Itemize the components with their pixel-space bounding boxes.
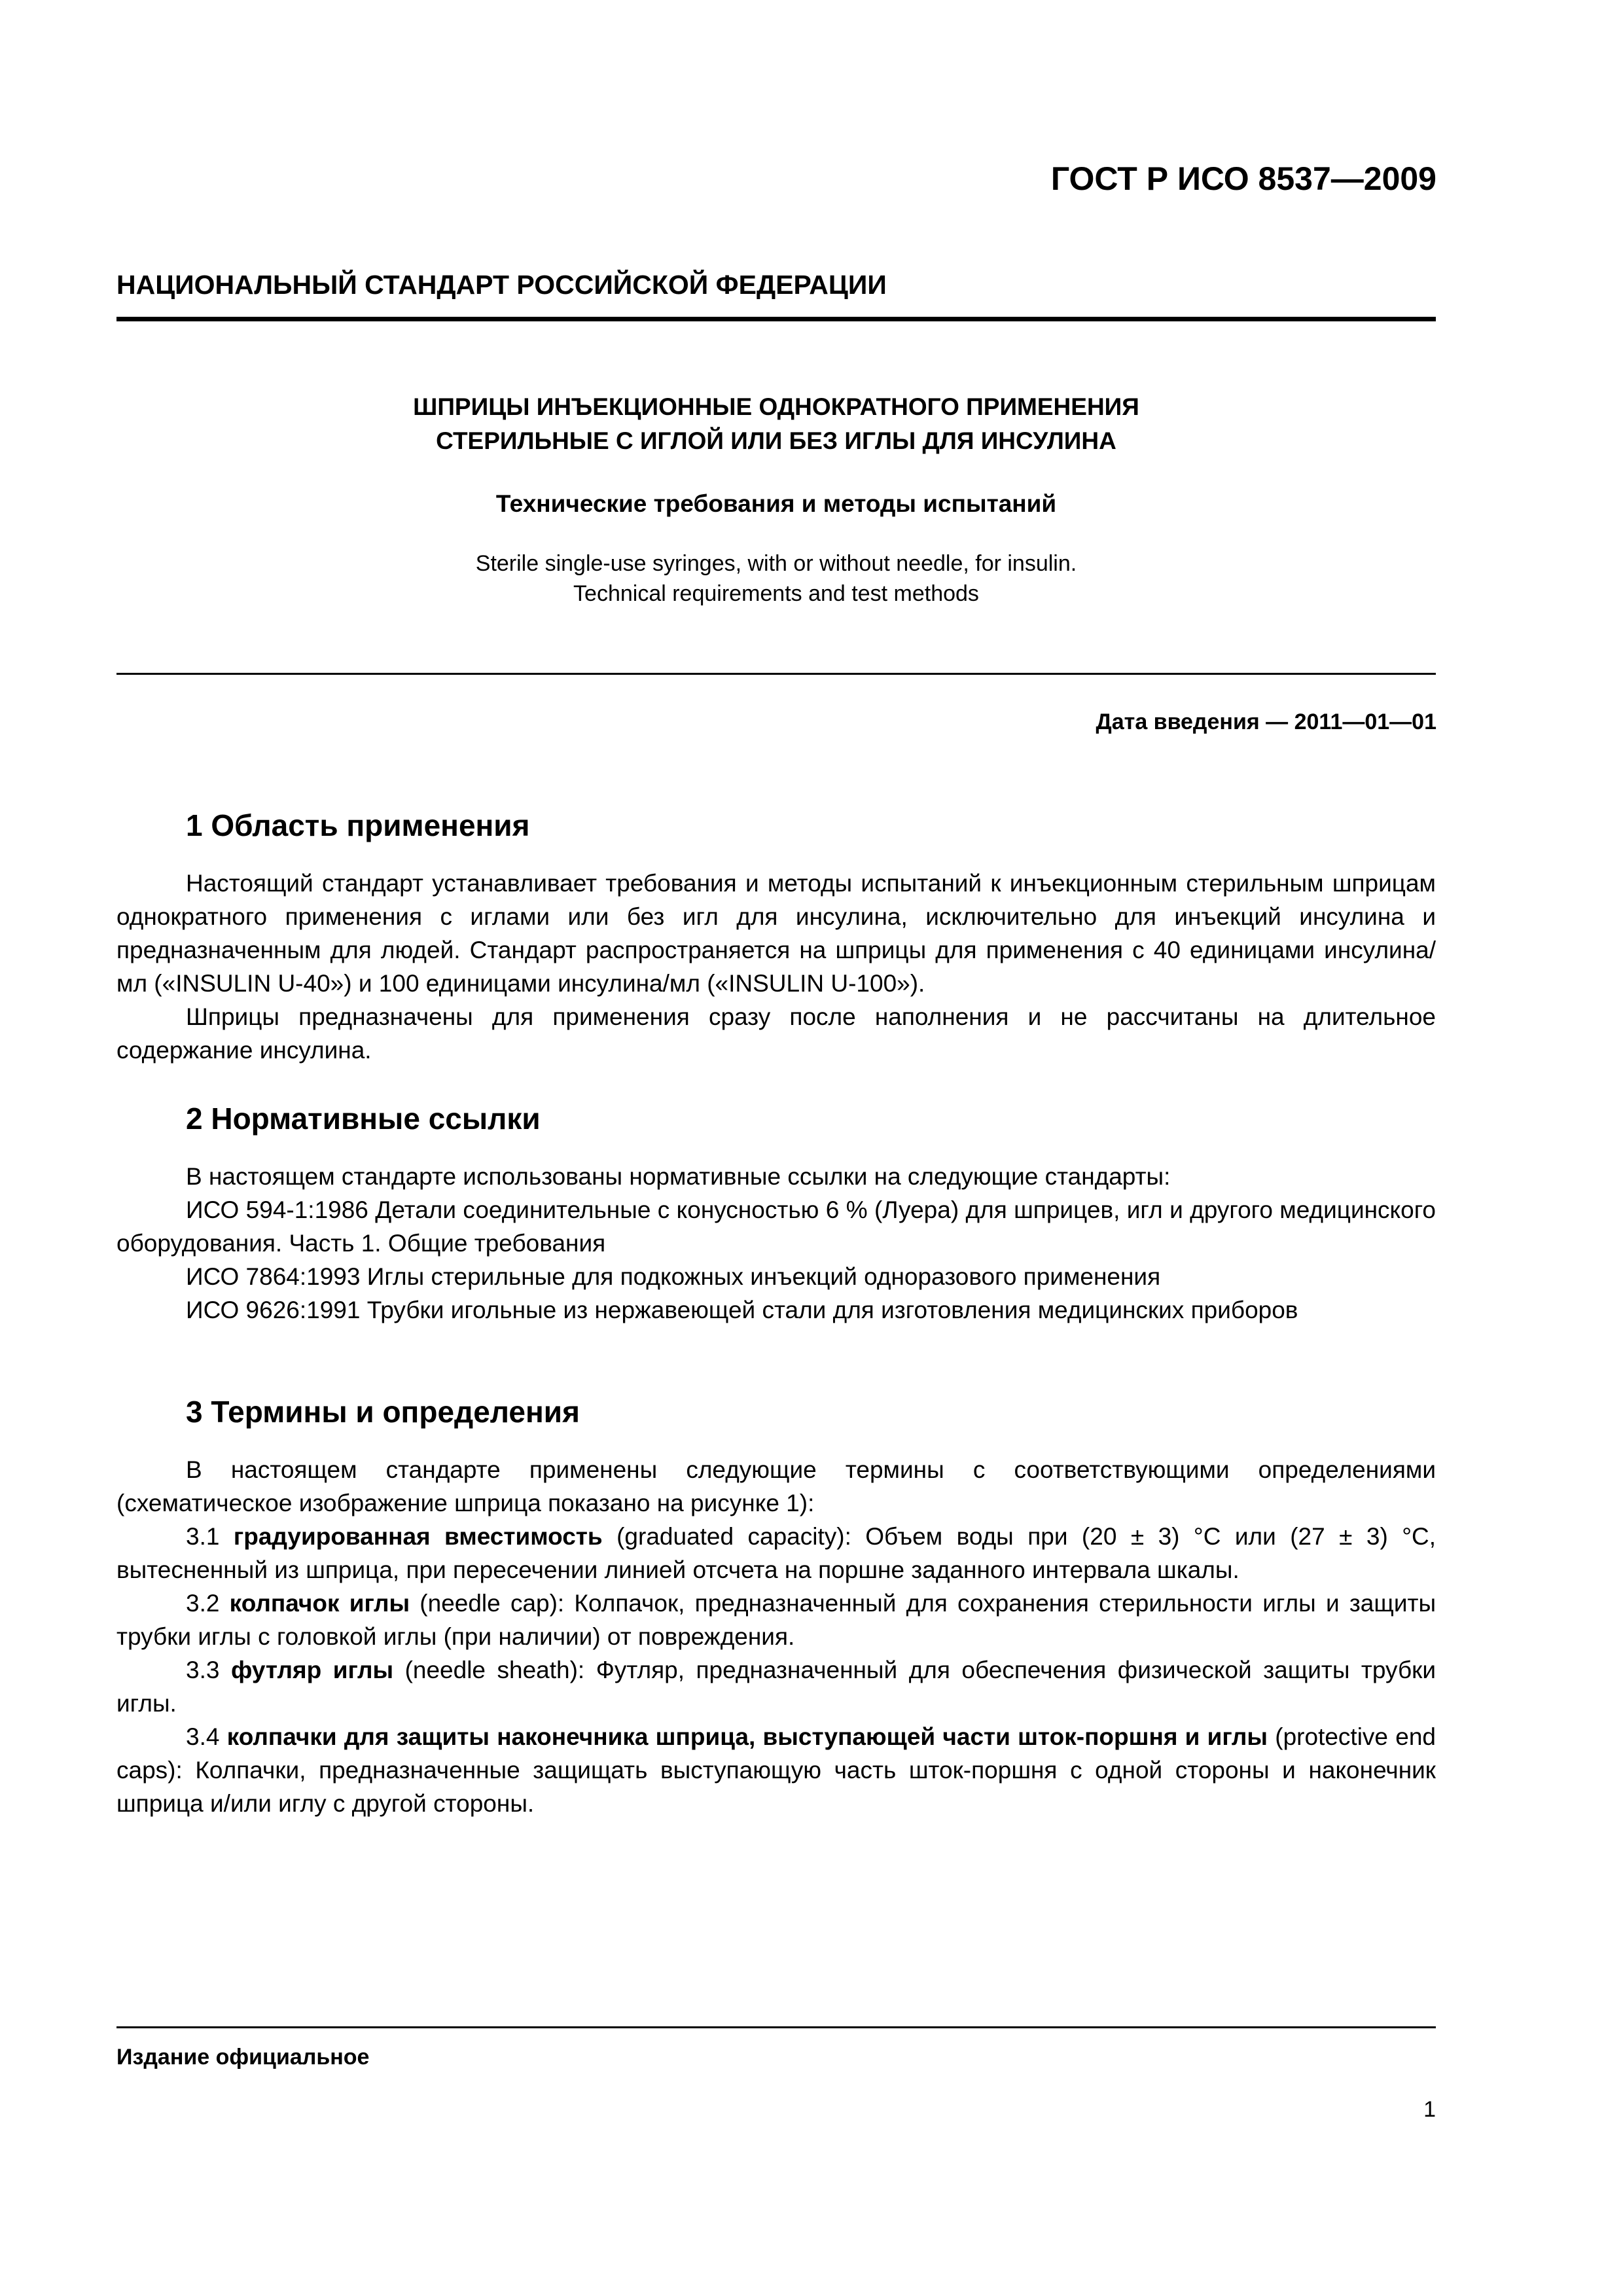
term-text: (graduated capacity): Объем воды при (20 ± 3) °С или (27 ± 3) °С, вытесненный из шприца, при пересечении линией отсчета на поршне заданного интервала шкалы. <box>116 1523 1436 1583</box>
title-line-2: СТЕРИЛЬНЫЕ С ИГЛОЙ ИЛИ БЕЗ ИГЛЫ ДЛЯ ИНСУЛИНА <box>436 427 1116 454</box>
subtitle: Технические требования и методы испытаний <box>495 490 1057 517</box>
section-3-heading: 3 Термины и определения <box>186 1395 580 1429</box>
title-line-1: ШПРИЦЫ ИНЪЕКЦИОННЫЕ ОДНОКРАТНОГО ПРИМЕНЕНИЯ <box>413 393 1139 420</box>
reference-item: ИСО 594-1:1986 Детали соединительные с конусностью 6 % (Луера) для шприцев, игл и другого медицинского оборудования. Часть 1. Общие требования <box>116 1196 1436 1257</box>
footer-divider <box>116 2026 1436 2028</box>
paragraph: В настоящем стандарте применены следующие термины с соответствующими определениями (схематическое изображение шприца показано на рисунке 1): <box>116 1456 1436 1516</box>
english-title-line-2: Technical requirements and test methods <box>573 581 979 606</box>
title-block <box>116 390 1436 609</box>
official-edition-label: Издание официальное <box>116 2045 370 2070</box>
term-text: (needle cap): Колпачок, предназначенный для сохранения стерильности иглы и защиты трубки иглы с головкой иглы (при наличии) от повреждения. <box>116 1590 1436 1650</box>
term-name: футляр иглы <box>230 1657 394 1683</box>
paragraph: В настоящем стандарте использованы нормативные ссылки на следующие стандарты: <box>186 1163 1171 1190</box>
section-3-body <box>116 1453 1436 1820</box>
english-title-line-1: Sterile single-use syringes, with or without needle, for insulin. <box>475 551 1077 576</box>
section-2-heading: 2 Нормативные ссылки <box>186 1102 541 1136</box>
term-name: колпачок иглы <box>229 1590 410 1617</box>
reference-item: ИСО 9626:1991 Трубки игольные из нержавеющей стали для изготовления медицинских приборов <box>186 1297 1298 1323</box>
page-number: 1 <box>1423 2097 1436 2122</box>
term-definition <box>116 1720 1436 1820</box>
term-text: (needle sheath): Футляр, предназначенный для обеспечения физической защиты трубки иглы. <box>116 1657 1436 1717</box>
term-definition <box>116 1653 1436 1720</box>
section-1-body <box>116 867 1436 1067</box>
term-number: 3.3 <box>186 1657 220 1683</box>
reference-item: ИСО 7864:1993 Иглы стерильные для подкожных инъекций одноразового применения <box>186 1263 1161 1290</box>
term-number: 3.1 <box>186 1523 220 1550</box>
date-of-introduction: Дата введения — 2011—01—01 <box>1096 709 1436 734</box>
term-name: градуированная вместимость <box>233 1523 603 1550</box>
header-divider <box>116 317 1436 321</box>
national-standard-banner: НАЦИОНАЛЬНЫЙ СТАНДАРТ РОССИЙСКОЙ ФЕДЕРАЦИИ <box>116 270 887 300</box>
term-number: 3.4 <box>186 1723 220 1750</box>
term-definition <box>116 1587 1436 1653</box>
title-divider <box>116 673 1436 675</box>
paragraph: Настоящий стандарт устанавливает требования и методы испытаний к инъекционным стерильным шприцам однократного применения с иглами или без игл для инсулина, исключительно для инъекций инсулина и предназначенным для людей. Стандарт распространяется на шприцы для применения с 40 единицами инсулина/мл («INSULIN U-40») и 100 единицами инсулина/мл («INSULIN U-100»). <box>116 870 1436 997</box>
term-text: (protective end caps): Колпачки, предназначенные защищать выступающую часть шток-поршня с одной стороны и наконечник шприца и/или иглу с другой стороны. <box>116 1723 1436 1817</box>
term-name: колпачки для защиты наконечника шприца, выступающей части шток-поршня и иглы <box>226 1723 1268 1750</box>
term-number: 3.2 <box>186 1590 220 1617</box>
term-definition <box>116 1520 1436 1587</box>
section-1-heading: 1 Область применения <box>186 808 530 842</box>
paragraph: Шприцы предназначены для применения сразу после наполнения и не рассчитаны на длительное содержание инсулина. <box>116 1003 1436 1064</box>
standard-code: ГОСТ Р ИСО 8537—2009 <box>1050 160 1436 197</box>
section-2-body <box>116 1160 1436 1327</box>
